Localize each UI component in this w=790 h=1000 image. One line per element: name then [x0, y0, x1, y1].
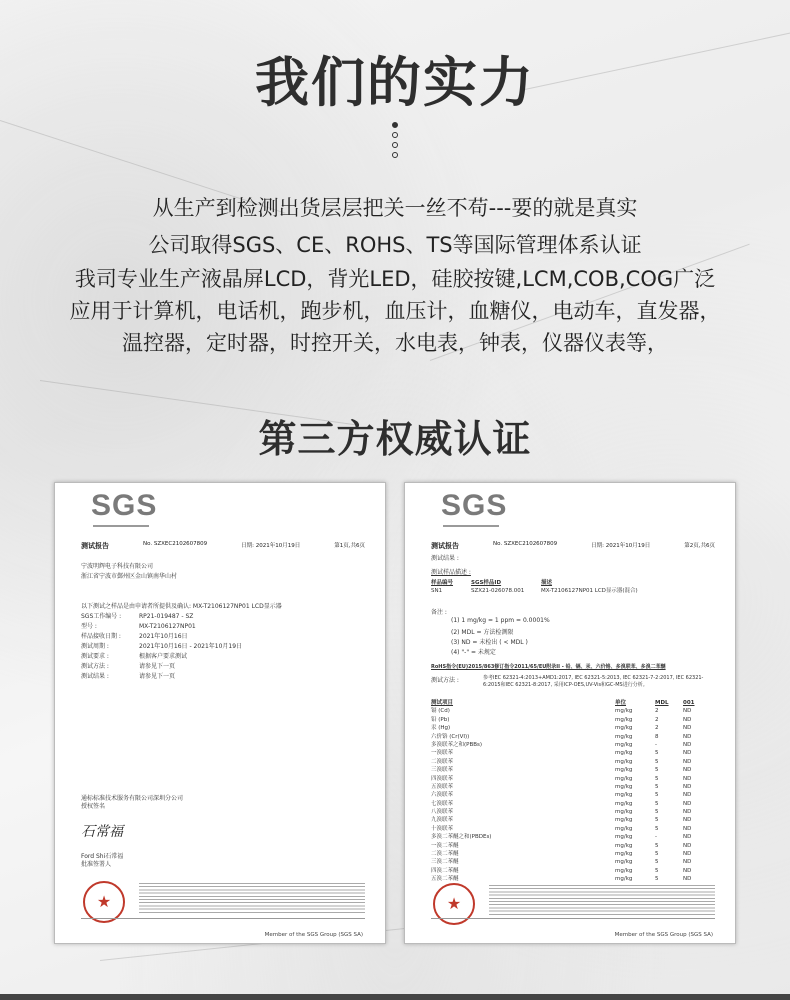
field-row: 测试结果 : 请参见下一页: [81, 673, 176, 680]
table-row: 三溴二苯醚 mg/kg 5 ND: [431, 859, 692, 866]
method-label: 测试方法 :: [431, 677, 459, 684]
logo-underline: [443, 525, 499, 527]
table-row: 四溴联苯 mg/kg 5 ND: [431, 775, 692, 782]
issuer-label: 授权签名: [81, 803, 106, 810]
fine-print: [139, 883, 365, 913]
seal-icon: ★: [433, 883, 475, 925]
table-row: 一溴二苯醚 mg/kg 5 ND: [431, 842, 692, 849]
logo-underline: [93, 525, 149, 527]
certificate-page-2[interactable]: [404, 482, 736, 944]
sample-intro: 以下测试之样品是由申请者所提供及确认: MX-T2106127NP01 LCD显示器: [81, 603, 282, 610]
field-row: 测试周期 : 2021年10月16日 - 2021年10月19日: [81, 643, 243, 650]
table-row: 六溴联苯 mg/kg 5 ND: [431, 792, 692, 799]
field-row: 样品接收日期 : 2021年10月16日: [81, 633, 188, 640]
sample-table: 样品编号 SGS样品ID 描述 SN1 SZX21-026078.001 MX-T2106127NP01 LCD显示器(混合): [431, 580, 638, 595]
report-number: No. SZXEC2102607809: [492, 541, 558, 547]
intro-line: 温控器，定时器，时控开关，水电表，钟表，仪器仪表等，: [122, 331, 668, 355]
table-row: 四溴二苯醚 mg/kg 5 ND: [431, 867, 692, 874]
table-row: 二溴二苯醚 mg/kg 5 ND: [431, 851, 692, 858]
table-row: 八溴联苯 mg/kg 5 ND: [431, 809, 692, 816]
note: (2) MDL = 方法检测限: [451, 629, 514, 636]
page-title: 我们的实力: [255, 51, 535, 114]
sample-label: 测试样品描述 :: [431, 569, 471, 576]
report-date: 日期: 2021年10月19日: [591, 543, 651, 549]
table-row: 一溴联苯 mg/kg 5 ND: [431, 750, 692, 757]
results-table: 测试项目 单位 MDL 001 镉 (Cd) mg/kg 2 ND 铅 (Pb) mg/kg 2 ND 汞 (Hg) mg/kg 2 ND 六价铬 (Cr(VI)) mg/kg 8 ND 多溴联苯之和(PBBs) mg/kg - ND 一溴联苯 mg/kg 5 ND 二溴联苯 mg/kg 5 ND 三溴联苯 mg/kg 5 ND 四溴联苯 mg/kg 5 ND 五溴联苯 mg/kg 5 ND 六溴联苯 mg/kg 5 ND 七溴联苯 mg/kg 5 ND 八溴联苯 mg/kg 5 ND 九溴联苯 mg/kg 5 ND 十溴联苯 mg/kg 5 ND 多溴二苯醚之和(PBDEs) mg/kg - ND 一溴二苯醚 mg/kg 5 ND 二溴二苯醚 mg/kg 5 ND 三溴二苯醚 mg/kg 5 ND 四溴二苯醚 mg/kg 5 ND 五溴二苯醚 mg/kg 5 ND: [431, 699, 705, 884]
method-text: 参考IEC 62321-4:2013+AMD1:2017, IEC 62321-5:2013, IEC 62321-7-2:2017, IEC 62321-6:2015和IEC 62321-8:2017, 采用ICP-OES,UV-Vis和GC-MS进行分析。: [483, 675, 704, 688]
intro-line: 公司取得SGS、CE、ROHS、TS等国际管理体系认证: [148, 233, 642, 257]
field-row: 测试要求 : 根据客户要求测试: [81, 653, 188, 660]
table-row: 二溴联苯 mg/kg 5 ND: [431, 758, 692, 765]
report-page: 第1页,共6页: [334, 543, 365, 549]
signature: 石常福: [81, 824, 123, 840]
signer-name: Ford Shi石常福: [81, 853, 124, 860]
report-header: [81, 541, 365, 551]
report-date: 日期: 2021年10月19日: [241, 543, 301, 549]
report-number: No. SZXEC2102607809: [142, 541, 208, 547]
seal-icon: ★: [83, 881, 125, 923]
sgs-member: Member of the SGS Group (SGS SA): [614, 932, 713, 938]
report-title: 测试报告: [81, 542, 109, 550]
sgs-logo: SGS: [441, 489, 508, 522]
report-footer: [431, 918, 715, 927]
sgs-logo: SGS: [91, 489, 158, 522]
field-row: 型号 : MX-T2106127NP01: [81, 623, 196, 630]
rohs-title: RoHS指令(EU)2015/863修订指令2011/65/EU附录II - 铅、镉、汞、六价铬、多溴联苯、多溴二苯醚: [431, 664, 666, 670]
table-row: 多溴联苯之和(PBBs) mg/kg - ND: [431, 741, 692, 748]
issuer: 通标标准技术服务有限公司深圳分公司: [81, 795, 184, 802]
table-row: 汞 (Hg) mg/kg 2 ND: [431, 725, 692, 732]
table-row: 六价铬 (Cr(VI)) mg/kg 8 ND: [431, 733, 692, 740]
section-title: 第三方权威认证: [258, 417, 532, 461]
field-row: SGS工作编号 : RP21-019487 - SZ: [81, 613, 194, 620]
table-row: 镉 (Cd) mg/kg 2 ND: [431, 708, 692, 715]
note: (1) 1 mg/kg = 1 ppm = 0.0001%: [451, 617, 550, 624]
sgs-member: Member of the SGS Group (SGS SA): [264, 932, 363, 938]
certificate-page-1[interactable]: [54, 482, 386, 944]
intro-line: 从生产到检测出货层层把关一丝不苟---要的就是真实: [152, 196, 638, 220]
result-label: 测试结果 :: [431, 555, 459, 562]
notes-label: 备注 :: [431, 609, 447, 616]
dots-decoration: [390, 122, 400, 162]
table-row: 七溴联苯 mg/kg 5 ND: [431, 800, 692, 807]
note: (3) ND = 未检出 ( < MDL ): [451, 639, 528, 646]
table-row: 九溴联苯 mg/kg 5 ND: [431, 817, 692, 824]
client-name: 宁波明辉电子科技有限公司: [81, 563, 154, 570]
report-header: [431, 541, 715, 551]
intro-line: 应用于计算机，电话机，跑步机，血压计，血糖仪，电动车，直发器，: [69, 299, 721, 323]
table-row: 五溴二苯醚 mg/kg 5 ND: [431, 876, 692, 883]
note: (4) "-" = 未规定: [451, 649, 496, 656]
intro-line: 我司专业生产液晶屏LCD，背光LED，硅胶按键,LCM,COB,COG广泛: [74, 267, 716, 291]
bottom-bar: [0, 994, 790, 1000]
report-footer: [81, 918, 365, 927]
report-title: 测试报告: [431, 542, 459, 550]
table-row: 铅 (Pb) mg/kg 2 ND: [431, 716, 692, 723]
signer-title: 批准签署人: [81, 861, 112, 868]
report-page: 第2页,共6页: [684, 543, 715, 549]
table-row: 三溴联苯 mg/kg 5 ND: [431, 767, 692, 774]
table-row: 多溴二苯醚之和(PBDEs) mg/kg - ND: [431, 834, 692, 841]
table-row: 五溴联苯 mg/kg 5 ND: [431, 783, 692, 790]
client-address: 浙江省宁波市鄞州区金山镇南华山村: [81, 573, 178, 580]
fine-print: [489, 885, 715, 915]
field-row: 测试方法 : 请参见下一页: [81, 663, 176, 670]
table-row: 十溴联苯 mg/kg 5 ND: [431, 825, 692, 832]
